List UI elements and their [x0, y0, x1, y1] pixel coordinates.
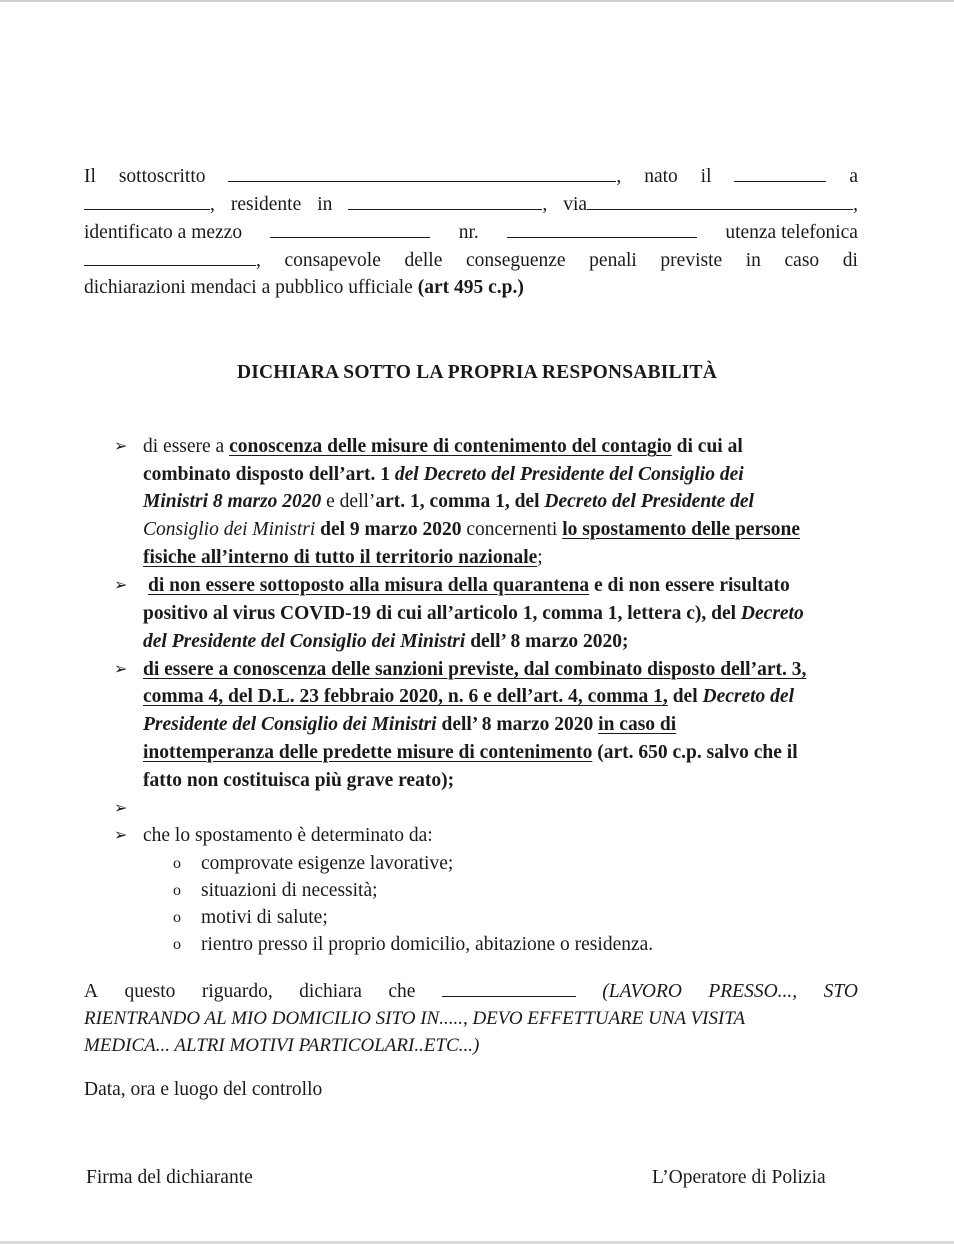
- circle-bullet-icon: o: [173, 855, 181, 872]
- residence-city-field[interactable]: [348, 190, 542, 210]
- arrow-bullet-icon: ➢: [114, 800, 128, 817]
- reason-item: rientro presso il proprio domicilio, abitazione o residenza.: [201, 934, 654, 955]
- birth-place-field[interactable]: [84, 190, 210, 210]
- bullet-3-line-3: Presidente del Consiglio dei Ministri dell’ 8 marzo 2020 in caso di: [143, 714, 677, 735]
- circle-bullet-icon: o: [173, 936, 181, 953]
- arrow-bullet-icon: ➢: [114, 661, 128, 678]
- bullet-3-line-1: di essere a conoscenza delle sanzioni previste, dal combinato disposto dell’art. 3,: [143, 659, 807, 680]
- bullet-1-line-1: di essere a conoscenza delle misure di contenimento del contagio di cui al: [143, 436, 743, 457]
- name-field[interactable]: [228, 162, 616, 182]
- bullet-5-intro: che lo spostamento è determinato da:: [143, 825, 433, 846]
- birth-date-field[interactable]: [734, 162, 826, 182]
- phone-field[interactable]: [84, 246, 256, 266]
- street-field[interactable]: [587, 190, 853, 210]
- id-document-field[interactable]: [270, 218, 430, 238]
- circle-bullet-icon: o: [173, 909, 181, 926]
- bullet-1-line-4: Consiglio dei Ministri del 9 marzo 2020 concernenti lo spostamento delle persone: [143, 519, 800, 540]
- intro-line-1: Il sottoscritto , nato il a: [84, 162, 858, 190]
- bullet-3-line-4: inottemperanza delle predette misure di contenimento (art. 650 c.p. salvo che il: [143, 742, 798, 763]
- closing-line-2: RIENTRANDO AL MIO DOMICILIO SITO IN....., DEVO EFFETTUARE UNA VISITA: [84, 1008, 746, 1029]
- declarant-signature-label: Firma del dichiarante: [86, 1167, 253, 1188]
- intro-line-3: identificato a mezzo nr. utenza telefonica: [84, 218, 858, 246]
- arrow-bullet-icon: ➢: [114, 827, 128, 844]
- intro-line-4: , consapevole delle conseguenze penali previste in caso di: [84, 246, 858, 274]
- bullet-3-line-2: comma 4, del D.L. 23 febbraio 2020, n. 6 e dell’art. 4, comma 1, del Decreto del: [143, 686, 794, 707]
- bullet-1-line-2: combinato disposto dell’art. 1 del Decreto del Presidente del Consiglio dei: [143, 464, 744, 485]
- document-number-field[interactable]: [507, 218, 697, 238]
- date-time-place-label: Data, ora e luogo del controllo: [84, 1079, 323, 1100]
- reason-item: comprovate esigenze lavorative;: [201, 853, 454, 874]
- bullet-1-line-5: fisiche all’interno di tutto il territorio nazionale;: [143, 547, 543, 568]
- bullet-3-line-5: fatto non costituisca più grave reato);: [143, 770, 455, 791]
- bullet-2-line-3: del Presidente del Consiglio dei Ministri dell’ 8 marzo 2020;: [143, 631, 629, 652]
- arrow-bullet-icon: ➢: [114, 438, 128, 455]
- intro-line-5: dichiarazioni mendaci a pubblico ufficiale (art 495 c.p.): [84, 277, 524, 298]
- police-officer-signature-label: L’Operatore di Polizia: [652, 1167, 826, 1188]
- arrow-bullet-icon: ➢: [114, 577, 128, 594]
- closing-line-3: MEDICA... ALTRI MOTIVI PARTICOLARI..ETC...): [84, 1035, 480, 1056]
- reason-field[interactable]: [442, 977, 576, 997]
- bullet-2-line-1: di non essere sottoposto alla misura della quarantena e di non essere risultato: [148, 575, 790, 596]
- intro-line-2: , residente in , via ,: [84, 190, 858, 218]
- bullet-2-line-2: positivo al virus COVID-19 di cui all’articolo 1, comma 1, lettera c), del Decreto: [143, 603, 804, 624]
- circle-bullet-icon: o: [173, 882, 181, 899]
- bullet-1-line-3: Ministri 8 marzo 2020 e dell’art. 1, comma 1, del Decreto del Presidente del: [143, 491, 754, 512]
- reason-item: motivi di salute;: [201, 907, 328, 928]
- section-heading: DICHIARA SOTTO LA PROPRIA RESPONSABILITÀ: [236, 362, 718, 383]
- closing-line-1: A questo riguardo, dichiara che (LAVORO PRESSO..., STO: [84, 977, 858, 1005]
- reason-item: situazioni di necessità;: [201, 880, 378, 901]
